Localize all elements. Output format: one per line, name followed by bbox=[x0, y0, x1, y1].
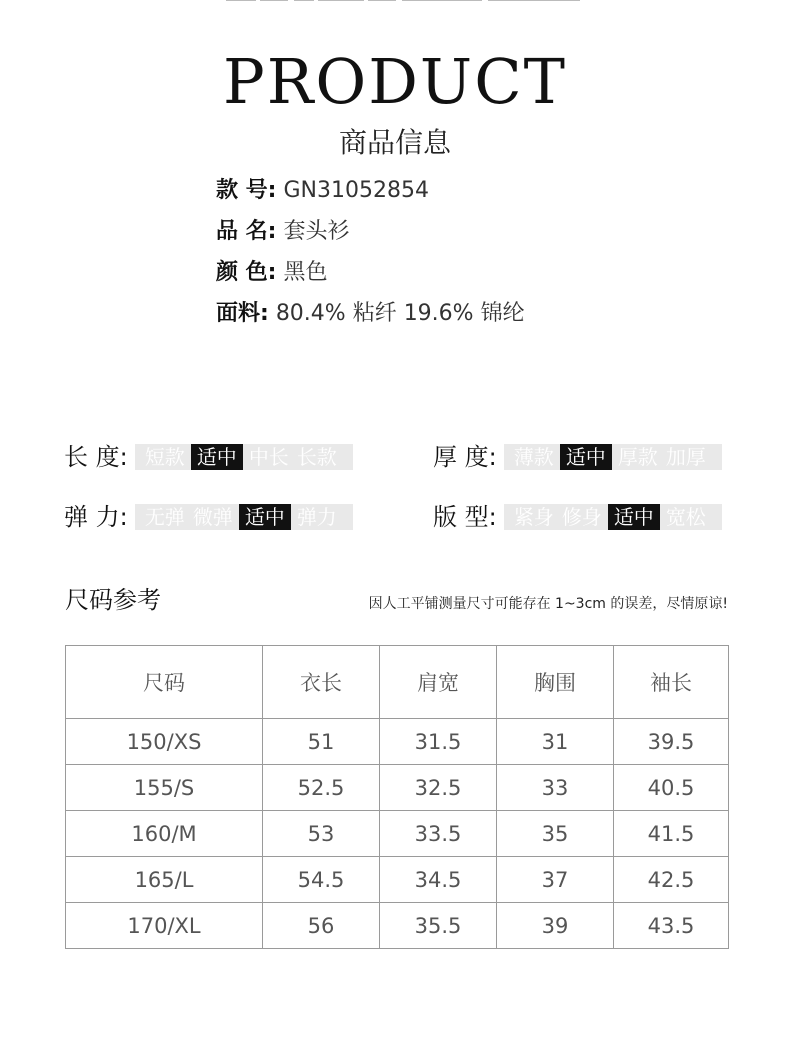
table-row bbox=[66, 857, 729, 903]
table-cell: 53 bbox=[263, 811, 380, 857]
attr-scale bbox=[135, 504, 353, 530]
table-cell: 31.5 bbox=[380, 719, 497, 765]
info-value: 黑色 bbox=[283, 260, 328, 285]
product-info bbox=[216, 172, 525, 336]
table-cell: 42.5 bbox=[614, 857, 729, 903]
column-header: 袖长 bbox=[614, 646, 729, 719]
attr-option: 宽松 bbox=[665, 504, 706, 529]
table-header-row bbox=[66, 646, 729, 719]
table-cell: 39 bbox=[497, 903, 614, 949]
attr-label: 弹 力: bbox=[64, 502, 128, 531]
table-cell: 39.5 bbox=[614, 719, 729, 765]
attr-elasticity bbox=[64, 502, 353, 532]
attr-scale bbox=[504, 504, 722, 530]
column-header: 胸围 bbox=[497, 646, 614, 719]
table-cell: 34.5 bbox=[380, 857, 497, 903]
info-label: 品 名: bbox=[216, 219, 277, 244]
table-cell: 31 bbox=[497, 719, 614, 765]
info-value: GN31052854 bbox=[283, 178, 429, 203]
table-row bbox=[66, 903, 729, 949]
table-cell: 160/M bbox=[66, 811, 263, 857]
table-cell: 35 bbox=[497, 811, 614, 857]
table-cell: 165/L bbox=[66, 857, 263, 903]
table-row bbox=[66, 719, 729, 765]
table-cell: 170/XL bbox=[66, 903, 263, 949]
table-cell: 35.5 bbox=[380, 903, 497, 949]
page-subtitle: 商品信息 bbox=[338, 126, 451, 159]
attr-option-selected: 适中 bbox=[608, 504, 660, 530]
attr-option: 弹力 bbox=[296, 504, 337, 529]
attr-option: 无弹 bbox=[144, 504, 185, 529]
attr-option-selected: 适中 bbox=[560, 444, 612, 470]
table-row bbox=[66, 765, 729, 811]
info-row-product-name bbox=[216, 213, 525, 254]
column-header: 衣长 bbox=[263, 646, 380, 719]
size-chart-title: 尺码参考 bbox=[65, 586, 161, 614]
table-cell: 51 bbox=[263, 719, 380, 765]
attr-option: 长款 bbox=[296, 444, 337, 469]
info-label: 颜 色: bbox=[216, 260, 277, 285]
table-cell: 33.5 bbox=[380, 811, 497, 857]
attr-option: 厚款 bbox=[617, 444, 658, 469]
info-row-color bbox=[216, 254, 525, 295]
table-cell: 52.5 bbox=[263, 765, 380, 811]
table-row bbox=[66, 811, 729, 857]
attr-fit bbox=[433, 502, 722, 532]
attr-label: 版 型: bbox=[433, 502, 497, 531]
top-divider-lines bbox=[226, 0, 581, 2]
info-row-fabric bbox=[216, 295, 525, 336]
attr-scale bbox=[504, 444, 722, 470]
attr-thickness bbox=[433, 442, 722, 472]
info-row-style-number bbox=[216, 172, 525, 213]
table-cell: 54.5 bbox=[263, 857, 380, 903]
table-cell: 33 bbox=[497, 765, 614, 811]
attr-option-selected: 适中 bbox=[191, 444, 243, 470]
table-cell: 155/S bbox=[66, 765, 263, 811]
column-header: 肩宽 bbox=[380, 646, 497, 719]
info-label: 面料: bbox=[216, 301, 269, 326]
attr-label: 厚 度: bbox=[433, 442, 497, 471]
table-cell: 56 bbox=[263, 903, 380, 949]
table-cell: 32.5 bbox=[380, 765, 497, 811]
attr-option-selected: 适中 bbox=[239, 504, 291, 530]
size-chart-note: 因人工平铺测量尺寸可能存在 1~3cm 的误差，尽情原谅! bbox=[368, 596, 728, 612]
attr-option: 加厚 bbox=[665, 444, 706, 469]
attr-option: 薄款 bbox=[513, 444, 554, 469]
column-header: 尺码 bbox=[66, 646, 263, 719]
attr-option: 短款 bbox=[144, 444, 185, 469]
attr-option: 微弹 bbox=[192, 504, 233, 529]
table-cell: 43.5 bbox=[614, 903, 729, 949]
attr-length bbox=[64, 442, 353, 472]
attr-scale bbox=[135, 444, 353, 470]
table-cell: 37 bbox=[497, 857, 614, 903]
attr-option: 紧身 bbox=[513, 504, 554, 529]
page-title: PRODUCT bbox=[223, 45, 567, 118]
info-label: 款 号: bbox=[216, 178, 277, 203]
table-cell: 41.5 bbox=[614, 811, 729, 857]
attr-option: 中长 bbox=[248, 444, 289, 469]
info-value: 套头衫 bbox=[283, 219, 350, 244]
table-cell: 150/XS bbox=[66, 719, 263, 765]
attr-option: 修身 bbox=[561, 504, 602, 529]
info-value: 80.4% 粘纤 19.6% 锦纶 bbox=[275, 301, 525, 326]
size-table bbox=[65, 645, 729, 949]
table-cell: 40.5 bbox=[614, 765, 729, 811]
attr-label: 长 度: bbox=[64, 442, 128, 471]
